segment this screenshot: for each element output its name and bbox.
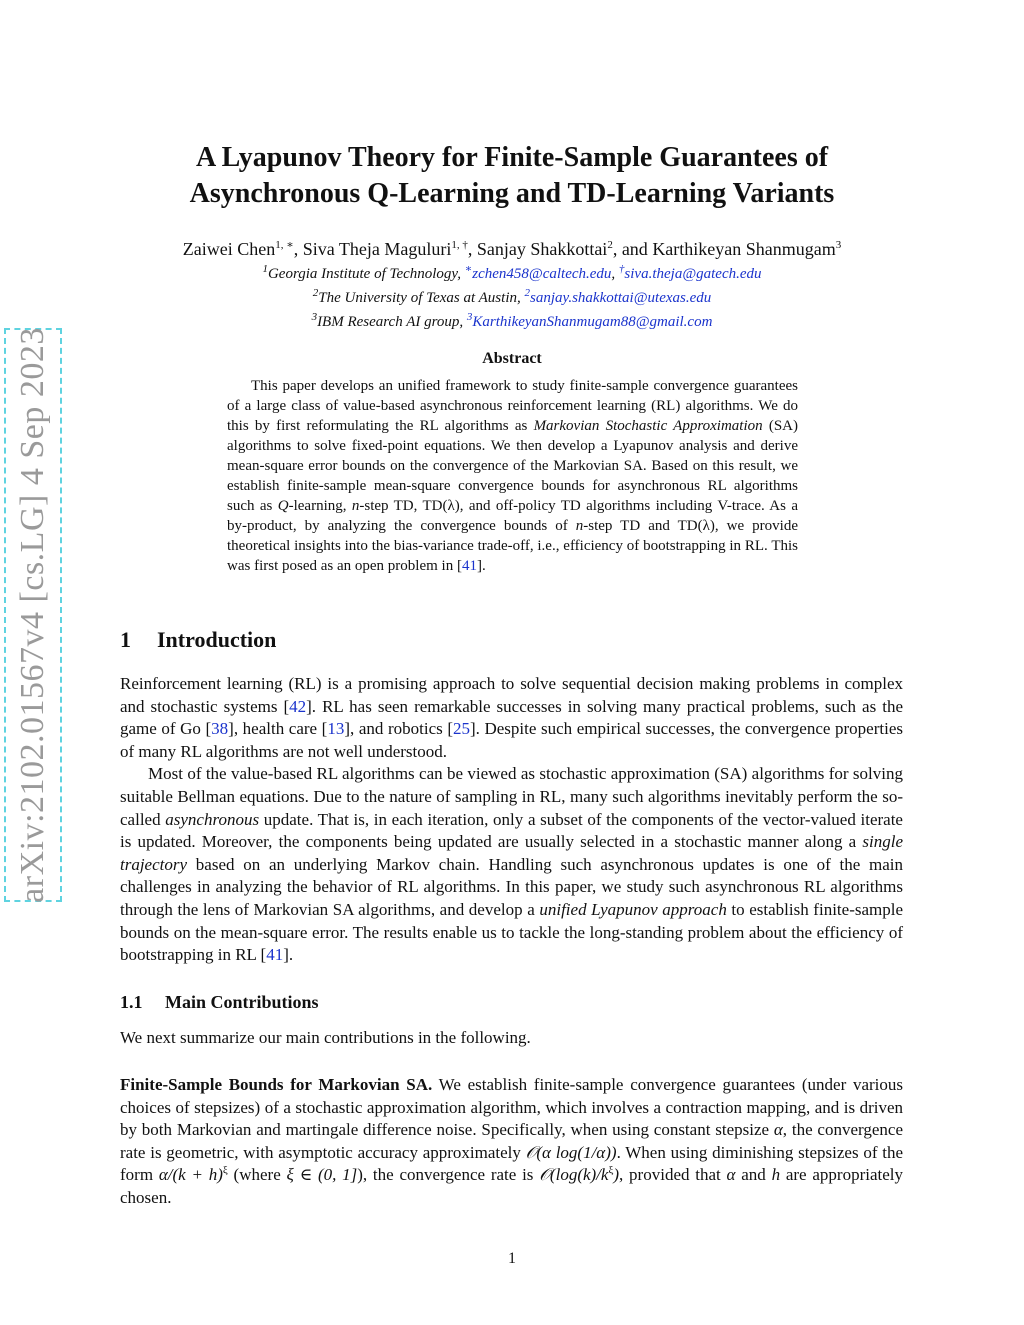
author-4-sup: 3	[835, 239, 842, 251]
arxiv-id: arXiv:2102.01567v4 [cs.LG] 4 Sep 2023	[14, 327, 51, 903]
citation-link[interactable]: 25	[452, 719, 470, 739]
author-list: Zaiwei Chen$^{1, ∗}$, Siva Theja Maguluri$^{1, \dagger}$, Sanjay Shakkottai$^2$, and Karthikeyan Shanmugam$^3$	[182, 239, 842, 259]
author-4: Karthikeyan Shanmugam	[652, 239, 836, 259]
section-number: 1	[120, 627, 131, 652]
intro-paragraph-1: Reinforcement learning (RL) is a promising approach to solve sequential decision making problems in complex and stochastic systems [42]. RL has seen remarkable successes in solving many practical problems, such as the game of Go [38], health care [13], and robotics [25]. Despite such empirical successes, the convergence properties of many RL algorithms are not well understood.	[120, 674, 903, 761]
affiliation-2	[0, 288, 1024, 308]
subsection-number: 1.1	[120, 992, 143, 1012]
affiliation-1: $^1$Georgia Institute of Technology, ∗zchen458@caltech.edu, †siva.theja@gatech.edu	[262, 263, 762, 282]
citation-link[interactable]: 41	[266, 945, 284, 965]
citation-link[interactable]: 41	[461, 558, 477, 574]
aff2-text: The University of Texas at Austin,	[318, 290, 521, 306]
email-link-3[interactable]: sanjay.shakkottai@utexas.edu	[529, 290, 712, 306]
title-line-1: A Lyapunov Theory for Finite-Sample Guarantees of	[195, 142, 829, 173]
author-1: Zaiwei Chen	[182, 239, 276, 259]
aff3-text: IBM Research AI group,	[317, 314, 464, 330]
aff1-email2-sup: †	[618, 263, 625, 275]
author-3-sup: 2	[607, 239, 613, 251]
aff1-sup: 1	[262, 263, 268, 275]
aff2-email-sup: 2	[524, 287, 530, 299]
aff3-email-sup: 3	[466, 311, 473, 323]
affiliation-3	[0, 312, 1024, 332]
contributions-intro: We next summarize our main contributions in the following.	[120, 1028, 531, 1047]
contribution-paragraph: Finite-Sample Bounds for Markovian SA. We establish finite-sample convergence guarantees (under various choices of stepsizes) of a stochastic approximation algorithm, which involves a contraction mapping, and is driven by both Markovian and martingale difference noise. Specifically, when using constant stepsize α, the convergence rate is geometric, with asymptotic accuracy approximately 𝒪(α log(1/α)). When using diminishing stepsizes of the form $\alpha/(k + h)^\xi$ (where ξ ∈ (0, 1]), the convergence rate is $𝒪(\log(k)/k^\xi)$, provided that α and h are appropriately chosen.	[120, 1075, 904, 1207]
citation-link[interactable]: 42	[289, 696, 307, 716]
paper-title	[0, 140, 1024, 212]
citation-link[interactable]: 13	[327, 719, 345, 739]
aff1-email1-sup: ∗	[464, 263, 473, 275]
aff1-text: Georgia Institute of Technology,	[267, 266, 462, 282]
arxiv-stamp	[4, 328, 62, 902]
abstract-heading: Abstract	[482, 350, 542, 367]
contribution-heading: Finite-Sample Bounds for Markovian SA.	[120, 1075, 433, 1094]
page-number: 1	[508, 1250, 516, 1267]
intro-body	[120, 673, 903, 967]
citation-link[interactable]: 38	[211, 719, 229, 739]
section-heading-introduction	[120, 627, 276, 653]
author-3: Sanjay Shakkottai	[476, 239, 608, 259]
aff2-sup: 2	[312, 287, 319, 299]
title-line-2: Asynchronous Q-Learning and TD-Learning Variants	[189, 178, 835, 209]
abstract-em: Markovian Stochastic Approximation	[533, 418, 763, 434]
author-2-sup: 1, †	[451, 239, 468, 251]
email-link-4[interactable]: KarthikeyanShanmugam88@gmail.com	[472, 314, 713, 330]
email-link-2[interactable]: siva.theja@gatech.edu	[624, 266, 762, 282]
abstract-body: This paper develops an unified framework to study finite-sample convergence guarantees of a large class of value-based asynchronous reinforcement learning (RL) algorithms. We do this by first reformulating the RL algorithms as Markovian Stochastic Approximation (SA) algorithms to solve fixed-point equations. We then develop a Lyapunov analysis and derive mean-square error bounds on the convergence of the Markovian SA. Based on this result, we establish finite-sample mean-square convergence bounds for asynchronous RL algorithms such as Q-learning, n-step TD, TD(λ), and off-policy TD algorithms including V-trace. As a by-product, by analyzing the convergence bounds of n-step TD and TD(λ), we provide theoretical insights into the bias-variance trade-off, i.e., efficiency of bootstrapping in RL. This was first posed as an open problem in [41].	[227, 378, 799, 574]
subsection-heading-contributions	[120, 992, 319, 1013]
subsection-title: Main Contributions	[165, 992, 319, 1012]
aff3-sup: 3	[311, 311, 318, 323]
email-link-1[interactable]: zchen458@caltech.edu	[472, 266, 612, 282]
intro-paragraph-2: Most of the value-based RL algorithms can be viewed as stochastic approximation (SA) algorithms for solving suitable Bellman equations. Due to the nature of sampling in RL, many such algorithms inevitably perform the so-called asynchronous update. That is, in each iteration, only a subset of the components of the vector-valued iterate is updated. Moreover, the components being updated are usually selected in a stochastic manner along a single trajectory based on an underlying Markov chain. Handling such asynchronous updates is one of the main challenges in analyzing the behavior of RL algorithms. In this paper, we study such asynchronous RL algorithms through the lens of Markovian SA algorithms, and develop a unified Lyapunov approach to establish finite-sample bounds on the mean-square error. The results enable us to tackle the long-standing problem about the efficiency of bootstrapping in RL [41].	[120, 764, 904, 965]
author-1-sup: 1, ∗	[275, 239, 294, 251]
section-title: Introduction	[157, 627, 277, 652]
author-2: Siva Theja Maguluri	[302, 239, 452, 259]
